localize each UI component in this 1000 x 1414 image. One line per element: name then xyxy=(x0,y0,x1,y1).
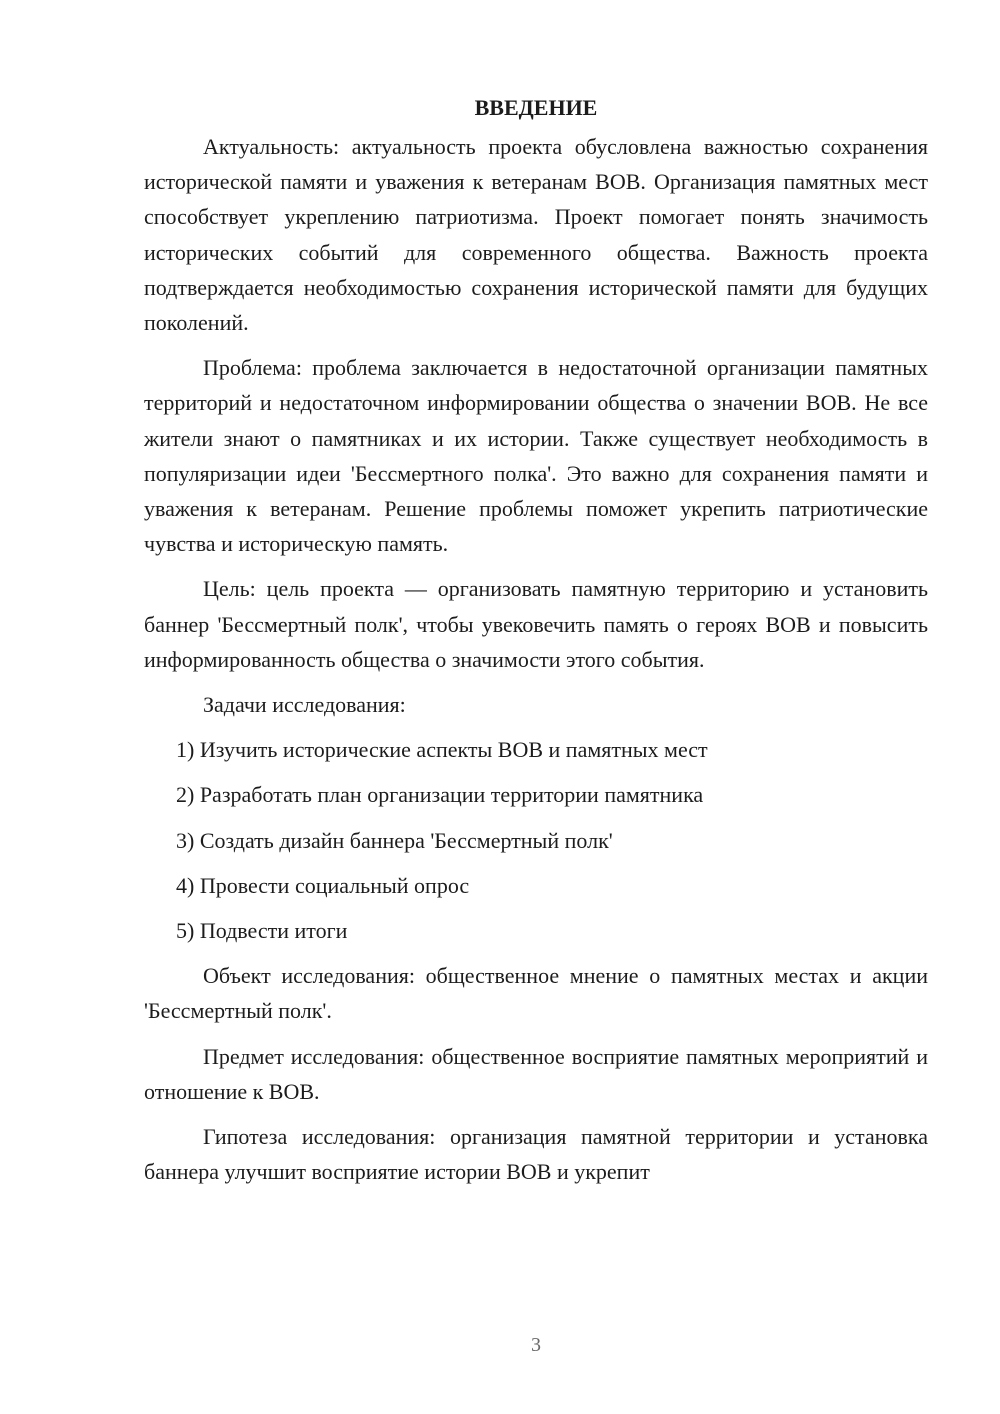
tasks-heading: Задачи исследования: xyxy=(203,692,406,718)
section-title: ВВЕДЕНИЕ xyxy=(474,95,598,120)
list-item: 4) Провести социальный опрос xyxy=(176,872,470,898)
page-number: 3 xyxy=(531,1334,541,1356)
subject-paragraph: Предмет исследования: общественное восприятие памятных мероприятий и отношение к ВОВ. xyxy=(144,1043,928,1104)
problem-paragraph: Проблема: проблема заключается в недостаточной организации памятных территорий и недостаточном информировании общества о значении ВОВ. Не все жители знают о памятниках и их истории. Также существует необходимость в популяризации идеи 'Бессмертного полка'. Это важно для сохранения памяти и уважения к ветеранам. Решение проблемы поможет укрепить патриотические чувства и историческую память. xyxy=(144,355,928,557)
list-item: 1) Изучить исторические аспекты ВОВ и памятных мест xyxy=(176,737,708,763)
document-page xyxy=(144,90,928,1199)
list-item: 5) Подвести итоги xyxy=(176,918,348,944)
tasks-list xyxy=(144,732,928,948)
object-paragraph: Объект исследования: общественное мнение о памятных местах и акции 'Бессмертный полк'. xyxy=(144,963,928,1024)
list-item: 2) Разработать план организации территории памятника xyxy=(176,782,704,808)
relevance-paragraph: Актуальность: актуальность проекта обусловлена важностью сохранения исторической памяти и уважения к ветеранам ВОВ. Организация памятных мест способствует укреплению патриотизма. Проект помогает понять значимость исторических событий для современного общества. Важность проекта подтверждается необходимостью сохранения исторической памяти для будущих поколений. xyxy=(144,134,928,336)
hypothesis-paragraph: Гипотеза исследования: организация памятной территории и установка баннера улучшит восприятие истории ВОВ и укрепит xyxy=(144,1124,928,1185)
goal-paragraph: Цель: цель проекта — организовать памятную территорию и установить баннер 'Бессмертный полк', чтобы увековечить память о героях ВОВ и повысить информированность общества о значимости этого события. xyxy=(144,576,928,672)
list-item: 3) Создать дизайн баннера 'Бессмертный полк' xyxy=(176,827,613,853)
